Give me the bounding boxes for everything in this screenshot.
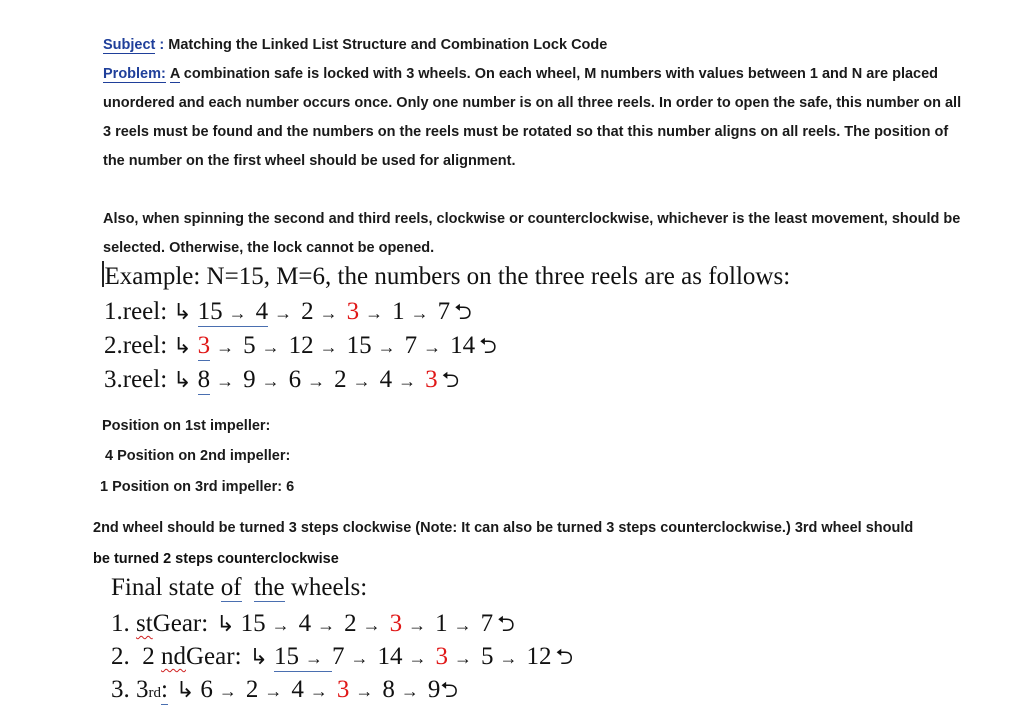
loop-end-icon: ⮌	[555, 644, 574, 669]
final-value: 4	[291, 676, 304, 703]
final-value: 6	[200, 676, 213, 703]
arrow-icon: →	[216, 371, 235, 391]
arrow-icon: →	[352, 371, 371, 391]
arrow-icon: →	[362, 615, 381, 635]
final-value: 7	[331, 643, 345, 670]
arrow-icon: →	[317, 615, 336, 635]
arrow-icon: →	[355, 681, 374, 701]
loop-start-icon: ↳	[216, 611, 235, 636]
subject-text: Matching the Linked List Structure and Combination Lock Code	[168, 37, 608, 53]
turn-note-line-2	[93, 551, 339, 567]
problem-line1-rest: combination safe is locked with 3 wheels. On each wheel, M numbers with values between 1 and N are placed	[179, 66, 939, 82]
position-line-2: 4 Position on 2nd impeller:	[105, 448, 291, 464]
final-row-ordinal: rd	[148, 685, 161, 701]
also-line-1: Also, when spinning the second and third reels, clockwise or counterclockwise, whichever is the least movement, should be	[103, 211, 961, 227]
subject-sep: :	[155, 37, 169, 53]
final-row-label: Gear:	[152, 610, 209, 637]
reel-value: 1	[392, 298, 405, 325]
final-value: 12	[526, 643, 552, 670]
reel-row-3	[104, 363, 465, 401]
problem-line-4: the number on the first wheel should be used for alignment.	[103, 153, 516, 169]
loop-start-icon: ↳	[249, 644, 268, 669]
arrow-icon: →	[408, 615, 427, 635]
final-value: 8	[382, 676, 395, 703]
arrow-icon: →	[453, 615, 472, 635]
arrow-icon: →	[304, 648, 323, 668]
final-value: 9	[427, 676, 441, 703]
arrow-icon: →	[398, 371, 417, 391]
problem-line-2: unordered and each number occurs once. Only one number is on all three reels. In order to open the safe, this number on all	[103, 95, 962, 111]
turn-note-line-1: 2nd wheel should be turned 3 steps clockwise (Note: It can also be turned 3 steps counterclockwise.) 3rd wheel should	[93, 520, 914, 536]
reel-label: 2.reel:	[104, 332, 168, 359]
final-title-of: of	[220, 574, 242, 601]
loop-start-icon: ↳	[173, 367, 192, 392]
problem-first-word: A	[169, 66, 180, 82]
final-value: 2	[245, 676, 259, 703]
reel-value: 5	[243, 332, 256, 359]
arrow-icon: →	[377, 337, 396, 357]
position-line-1: Position on 1st impeller:	[102, 418, 271, 434]
loop-end-icon: ⮌	[479, 333, 497, 358]
reel-value: 2	[334, 366, 347, 393]
final-title	[111, 574, 367, 602]
arrow-icon: →	[319, 303, 338, 323]
arrow-icon: →	[309, 681, 328, 701]
arrow-icon: →	[408, 648, 427, 668]
arrow-icon: →	[216, 337, 235, 357]
reel-value: 9	[243, 366, 256, 393]
reel-value-common: 3	[346, 298, 360, 325]
subject-line	[103, 37, 607, 53]
loop-start-icon: ↳	[175, 677, 195, 702]
arrow-icon: →	[271, 615, 290, 635]
reel-label: 1.reel:	[104, 298, 168, 325]
final-title-part: wheels:	[284, 574, 368, 601]
reel-value: 8	[197, 366, 211, 393]
text-cursor	[102, 261, 104, 287]
reel-value: 14	[450, 332, 476, 359]
reel-value: 15 → 4	[197, 298, 269, 325]
final-title-the: the	[254, 574, 285, 601]
reel-value: 12	[288, 332, 314, 359]
subject-label: Subject	[103, 37, 156, 53]
arrow-icon: →	[228, 303, 247, 323]
final-value-common: 3	[435, 643, 448, 670]
loop-start-icon: ↳	[173, 299, 192, 324]
arrow-icon: →	[319, 337, 338, 357]
turn-note-text: be turned 2 steps counterclockwise	[93, 551, 339, 567]
reel-value: 15	[346, 332, 372, 359]
final-value-common: 3	[336, 676, 350, 703]
final-value: 15	[240, 610, 266, 637]
final-value: 4	[298, 610, 312, 637]
final-row-prefix: 2. 2	[111, 643, 161, 670]
reel-row-2	[104, 329, 503, 367]
loop-end-icon: ⮌	[440, 677, 459, 702]
reel-label: 3.reel:	[104, 366, 168, 393]
also-line-2: selected. Otherwise, the lock cannot be opened.	[103, 240, 435, 256]
position-line-3: 1 Position on 3rd impeller: 6	[100, 479, 295, 495]
final-row-prefix: 1.	[111, 610, 136, 637]
reel-value: 6	[288, 366, 302, 393]
arrow-icon: →	[365, 303, 384, 323]
final-value: 2	[344, 610, 357, 637]
final-value: 14	[377, 643, 403, 670]
example-title	[102, 261, 790, 291]
reel-value: 4	[379, 366, 393, 393]
final-row-prefix: 3. 3	[111, 676, 149, 703]
loop-start-icon: ↳	[173, 333, 192, 358]
reel-value: 2	[301, 298, 314, 325]
problem-line-1	[103, 66, 938, 82]
final-row-ordinal: nd	[161, 643, 186, 670]
arrow-icon: →	[453, 648, 472, 668]
final-title-part: Final state	[111, 574, 221, 601]
arrow-icon: →	[499, 648, 518, 668]
arrow-icon: →	[410, 303, 429, 323]
arrow-icon: →	[261, 371, 280, 391]
example-title-text: Example: N=15, M=6, the numbers on the three reels are as follows:	[104, 263, 791, 290]
arrow-icon: →	[423, 337, 442, 357]
arrow-icon: →	[261, 337, 280, 357]
arrow-icon: →	[264, 681, 283, 701]
final-row-label: Gear:	[186, 643, 242, 670]
final-title-space	[242, 574, 255, 601]
loop-end-icon: ⮌	[497, 611, 515, 636]
final-value: 5	[480, 643, 494, 670]
reel-value: 7	[404, 332, 418, 359]
arrow-icon: →	[400, 681, 419, 701]
loop-end-icon: ⮌	[454, 299, 472, 324]
final-value: 1	[435, 610, 448, 637]
final-row-ordinal: st	[136, 610, 153, 637]
reel-value: 7	[437, 298, 451, 325]
arrow-icon: →	[350, 648, 369, 668]
problem-label: Problem:	[103, 66, 166, 82]
final-value: 15 →	[274, 643, 332, 672]
final-row-label: :	[161, 676, 168, 703]
final-value-common: 3	[389, 610, 403, 637]
reel-value-common: 3	[197, 332, 211, 359]
reel-value-common: 3	[425, 366, 438, 393]
arrow-icon: →	[274, 303, 293, 323]
final-row-3	[111, 673, 464, 711]
loop-end-icon: ⮌	[441, 367, 460, 392]
arrow-icon: →	[218, 681, 237, 701]
arrow-icon: →	[307, 371, 326, 391]
final-value: 7	[480, 610, 494, 637]
problem-line-3: 3 reels must be found and the numbers on the reels must be rotated so that this number aligns on all reels. The position of	[103, 124, 949, 140]
reel-row-1	[104, 295, 478, 333]
